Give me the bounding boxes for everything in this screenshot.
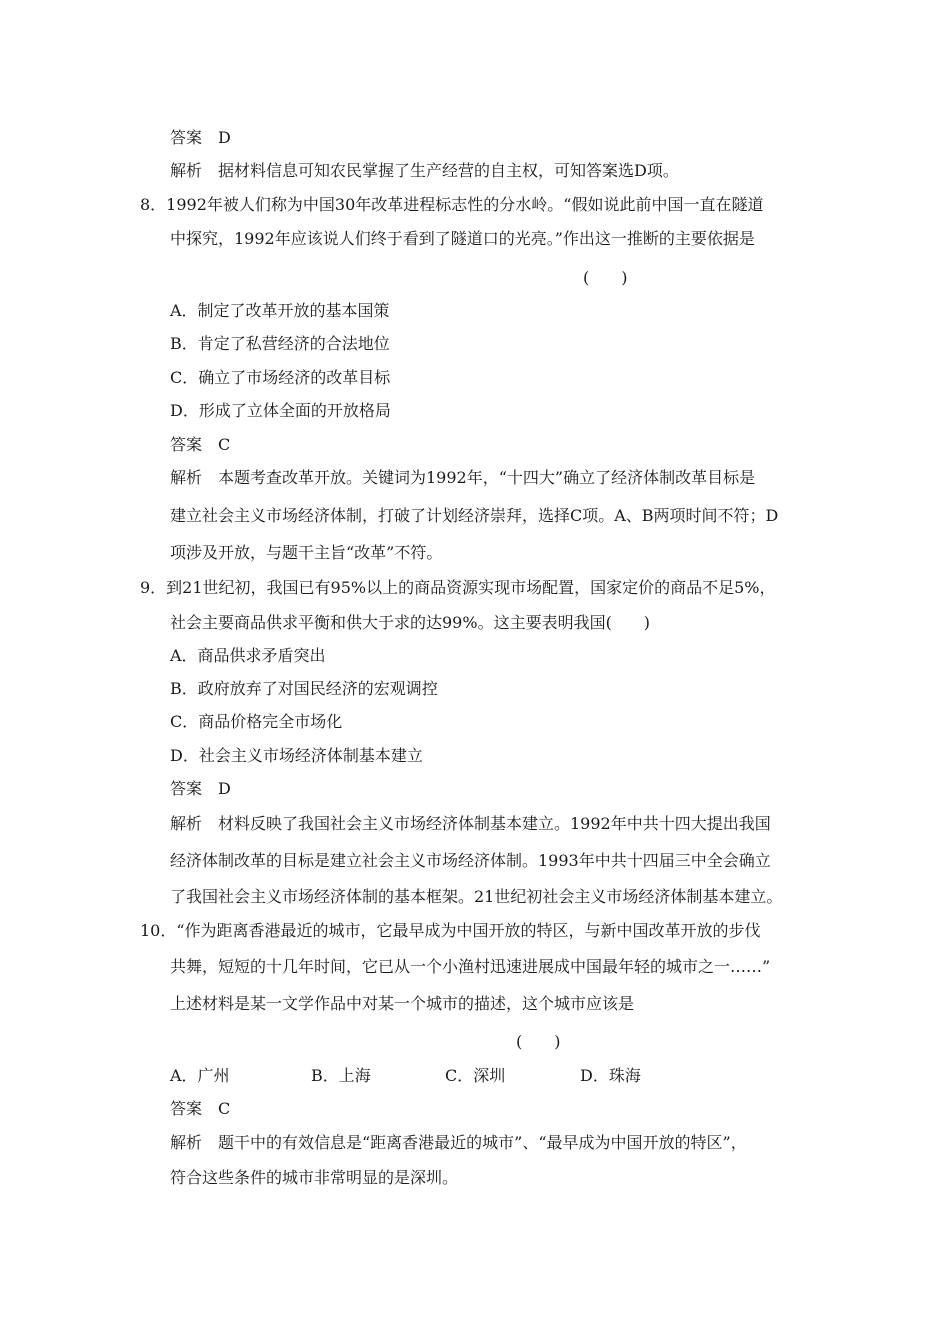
q7-answer: 答案 D	[170, 128, 231, 147]
q9-explanation-line-2: 经济体制改革的目标是建立社会主义市场经济体制。1993年中共十四届三中全会确立	[170, 851, 771, 870]
q9-stem-line-2: 社会主要商品供求平衡和供大于求的达99%。这主要表明我国( )	[170, 613, 651, 632]
q8-answer: 答案 C	[170, 435, 231, 454]
q8-option-b: B．肯定了私营经济的合法地位	[170, 334, 390, 353]
q8-answer-blank: ( )	[583, 268, 628, 287]
q9-option-a: A．商品供求矛盾突出	[170, 646, 326, 665]
q8-explanation-line-3: 项涉及开放，与题干主旨“改革”不符。	[170, 543, 443, 562]
q9-option-b: B．政府放弃了对国民经济的宏观调控	[170, 679, 438, 698]
q8-explanation-line-2: 建立社会主义市场经济体制，打破了计划经济崇拜，选择C项。A、B两项时间不符；D	[170, 506, 779, 525]
q9-explanation-line-3: 了我国社会主义市场经济体制的基本框架。21世纪初社会主义市场经济体制基本建立。	[170, 887, 783, 906]
q10-option-b: B．上海	[311, 1066, 371, 1085]
q8-option-a: A．制定了改革开放的基本国策	[170, 301, 390, 320]
q9-answer: 答案 D	[170, 779, 231, 798]
q8-stem-line-2: 中探究，1992年应该说人们终于看到了隧道口的光亮。”作出这一推断的主要依据是	[170, 229, 755, 248]
q10-explanation-line-1: 解析 题干中的有效信息是“距离香港最近的城市”、“最早成为中国开放的特区”，	[170, 1133, 747, 1152]
q8-stem-line-1: 8．1992年被人们称为中国30年改革进程标志性的分水岭。“假如说此前中国一直在隧道	[140, 195, 764, 214]
q9-stem-line-1: 9．到21世纪初，我国已有95%以上的商品资源实现市场配置，国家定价的商品不足5%，	[140, 578, 776, 597]
q8-explanation-line-1: 解析 本题考查改革开放。关键词为1992年，“十四大”确立了经济体制改革目标是	[170, 468, 756, 487]
q8-option-c: C．确立了市场经济的改革目标	[170, 368, 391, 387]
q10-stem-line-1: 10．“作为距离香港最近的城市，它最早成为中国开放的特区，与新中国改革开放的步伐	[140, 921, 761, 940]
q10-option-c: C．深圳	[445, 1066, 506, 1085]
q10-explanation-line-2: 符合这些条件的城市非常明显的是深圳。	[170, 1168, 459, 1187]
q9-explanation-line-1: 解析 材料反映了我国社会主义市场经济体制基本建立。1992年中共十四大提出我国	[170, 814, 771, 833]
q9-option-c: C．商品价格完全市场化	[170, 712, 343, 731]
q10-stem-line-3: 上述材料是某一文学作品中对某一个城市的描述，这个城市应该是	[170, 994, 635, 1013]
q9-option-d: D．社会主义市场经济体制基本建立	[170, 746, 423, 765]
q10-option-d: D．珠海	[580, 1066, 641, 1085]
q10-answer-blank: ( )	[516, 1032, 561, 1051]
q10-stem-line-2: 共舞，短短的十几年时间，它已从一个小渔村迅速进展成中国最年轻的城市之一……”	[170, 957, 771, 976]
q7-explanation: 解析 据材料信息可知农民掌握了生产经营的自主权，可知答案选D项。	[170, 161, 679, 180]
q8-option-d: D．形成了立体全面的开放格局	[170, 401, 391, 420]
q10-option-a: A．广州	[170, 1066, 230, 1085]
q10-answer: 答案 C	[170, 1099, 231, 1118]
